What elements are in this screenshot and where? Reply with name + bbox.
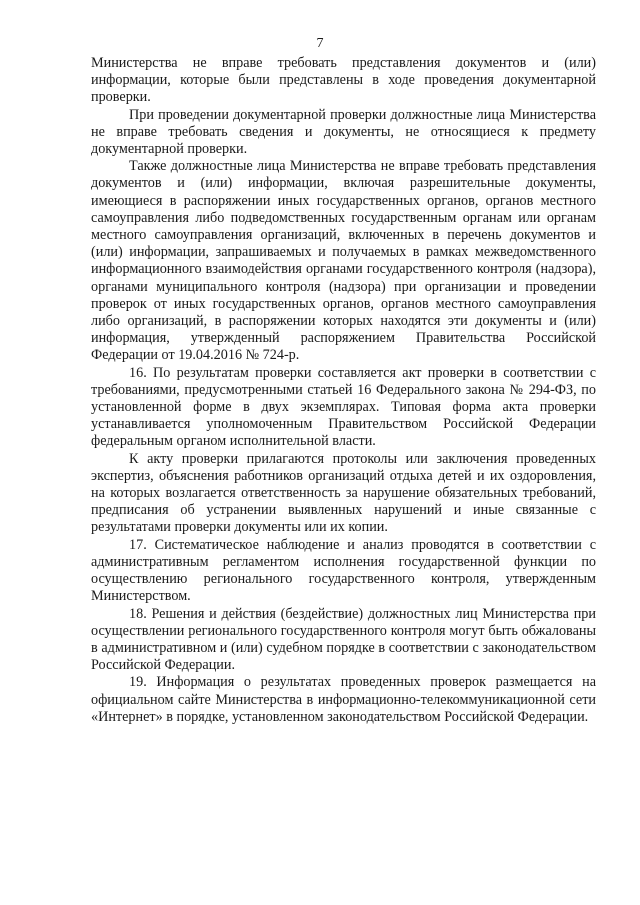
document-body xyxy=(91,55,596,726)
paragraph: 18. Решения и действия (бездействие) должностных лиц Министерства при осуществлении регионального государственного контроля могут быть обжалованы в административном и (или) судебном порядке в соответствии с законодательством Российской Федерации. xyxy=(91,605,596,674)
paragraph: К акту проверки прилагаются протоколы или заключения проведенных экспертиз, объяснения работников организаций отдыха детей и их оздоровления, на которых возлагается ответственность за нарушение обязательных требований, предписания об устранении выявленных нарушений и иные связанные с результатами проверки документы или их копии. xyxy=(91,450,596,536)
paragraph: 19. Информация о результатах проведенных проверок размещается на официальном сайте Министерства в информационно-телекоммуникационной сети «Интернет» в порядке, установленном законодательством Российской Федерации. xyxy=(91,674,596,725)
page-number: 7 xyxy=(316,36,324,51)
paragraph: 17. Систематическое наблюдение и анализ проводятся в соответствии с административным регламентом исполнения государственной функции по осуществлению регионального государственного контроля, утвержденным Министерством. xyxy=(91,536,596,605)
paragraph: Министерства не вправе требовать представления документов и (или) информации, которые были представлены в ходе проведения документарной проверки. xyxy=(91,55,596,106)
paragraph: При проведении документарной проверки должностные лица Министерства не вправе требовать сведения и документы, не относящиеся к предмету документарной проверки. xyxy=(91,106,596,158)
paragraph: 16. По результатам проверки составляется акт проверки в соответствии с требованиями, предусмотренными статьей 16 Федерального закона № 294-ФЗ, по установленной форме в двух экземплярах. Типовая форма акта проверки устанавливается уполномоченным Правительством Российской Федерации федеральным органом исполнительной власти. xyxy=(91,364,596,450)
paragraph: Также должностные лица Министерства не вправе требовать представления документов и (или) информации, включая разрешительные документы, имеющиеся в распоряжении иных государственных органов, органов местного самоуправления либо подведомственных государственным органам или органам местного самоуправления организаций, включенных в перечень документов и (или) информации, запрашиваемых и получаемых в рамках межведомственного информационного взаимодействия органами государственного контроля (надзора), органами муниципального контроля (надзора) при организации и проведении проверок от иных государственных органов, органов местного самоуправления либо организаций, в распоряжении которых находятся эти документы и (или) информация, утвержденный распоряжением Правительства Российской Федерации от 19.04.2016 № 724-р. xyxy=(91,158,596,364)
